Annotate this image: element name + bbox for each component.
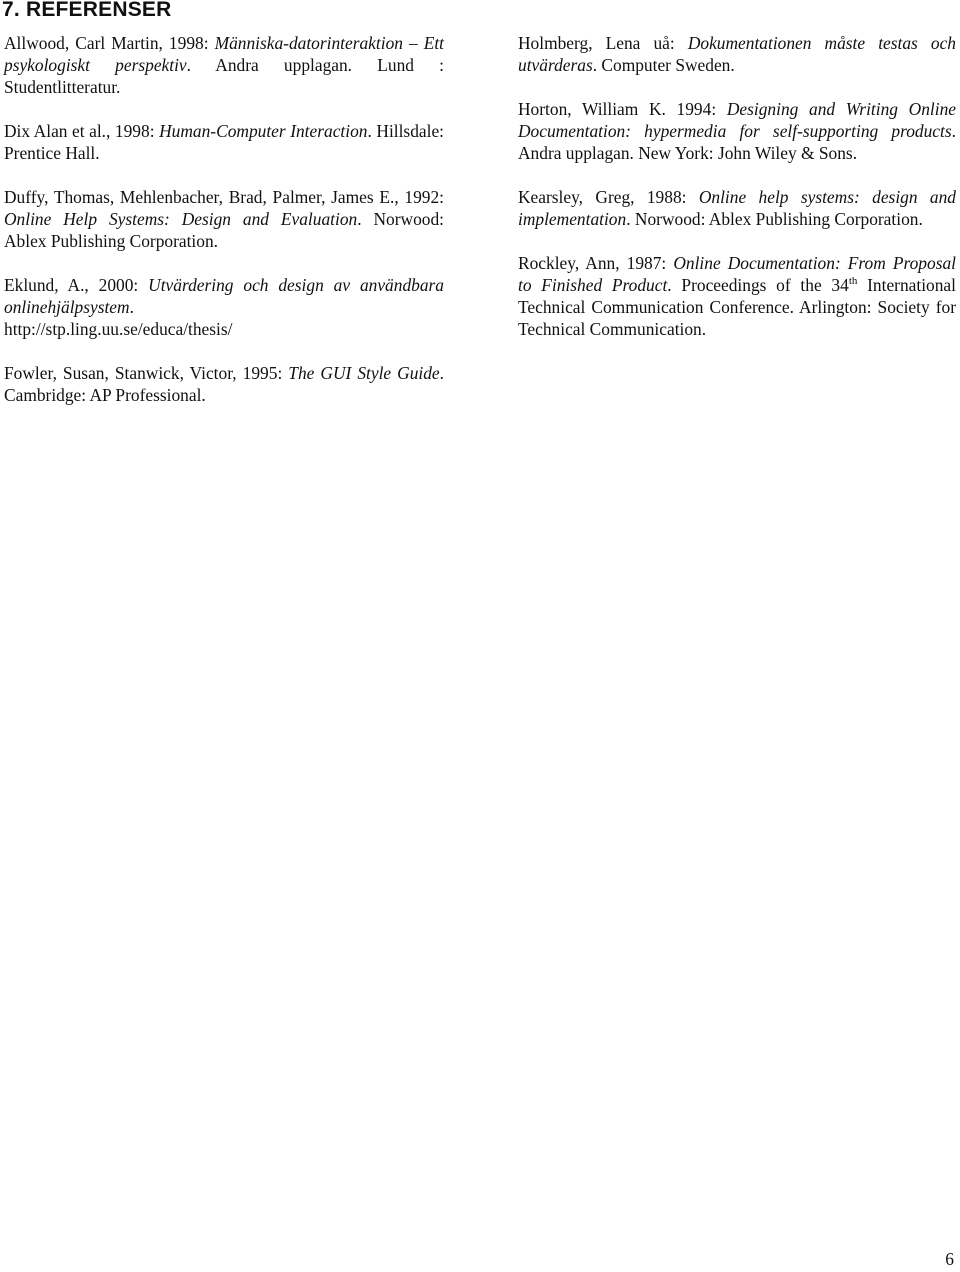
reference-publisher: . Computer Sweden. bbox=[592, 55, 735, 75]
reference-authors: Allwood, Carl Martin, 1998: bbox=[4, 33, 215, 53]
reference-holmberg bbox=[518, 32, 956, 76]
reference-url[interactable]: http://stp.ling.uu.se/educa/thesis/ bbox=[4, 319, 233, 339]
reference-publisher: . Hillsdale: Prentice Hall. bbox=[4, 121, 444, 163]
reference-rockley bbox=[518, 252, 956, 340]
reference-publisher: . Andra upplagan. Lund : Studentlitteratur. bbox=[4, 55, 445, 97]
reference-authors: Fowler, Susan, Stanwick, Victor, 1995: bbox=[4, 363, 289, 383]
reference-publisher: . Norwood: Ablex Publishing Corporation. bbox=[626, 209, 923, 229]
reference-authors: Rockley, Ann, 1987: bbox=[518, 253, 674, 273]
reference-publisher: . Norwood: Ablex Publishing Corporation. bbox=[4, 209, 444, 251]
reference-authors: Eklund, A., 2000: bbox=[4, 275, 149, 295]
reference-title: Utvärdering och design av användbara onlinehjälpsystem bbox=[4, 275, 444, 317]
reference-authors: Kearsley, Greg, 1988: bbox=[518, 187, 699, 207]
page-number: 6 bbox=[945, 1249, 954, 1269]
reference-title: Designing and Writing Online Documentation: hypermedia for self-supporting products bbox=[518, 99, 956, 141]
reference-title: Online Help Systems: Design and Evaluation bbox=[4, 209, 358, 229]
reference-proceedings: . Proceedings of the 34 bbox=[667, 275, 849, 295]
reference-fowler bbox=[4, 362, 444, 406]
reference-authors: Horton, William K. 1994: bbox=[518, 99, 727, 119]
section-heading: 7. REFERENSER bbox=[2, 0, 172, 21]
reference-publisher: International Technical Communication Conference. Arlington: Society for Technical Communication. bbox=[518, 275, 956, 339]
reference-eklund bbox=[4, 274, 444, 340]
reference-horton bbox=[518, 98, 956, 164]
reference-allwood bbox=[4, 32, 444, 98]
reference-publisher: . Cambridge: AP Professional. bbox=[4, 363, 444, 405]
reference-title: Människa-datorinteraktion – Ett psykologiskt perspektiv bbox=[4, 33, 444, 75]
reference-title: Dokumentationen måste testas och utvärderas bbox=[518, 33, 956, 75]
reference-kearsley bbox=[518, 186, 956, 230]
reference-title: Online Documentation: From Proposal to Finished Product bbox=[518, 253, 956, 295]
reference-publisher: . Andra upplagan. New York: John Wiley & Sons. bbox=[518, 121, 956, 163]
reference-title: Online help systems: design and implementation bbox=[518, 187, 956, 229]
reference-dix bbox=[4, 120, 444, 164]
reference-title: Human-Computer Interaction bbox=[159, 121, 368, 141]
reference-authors: Holmberg, Lena uå: bbox=[518, 33, 688, 53]
reference-authors: Duffy, Thomas, Mehlenbacher, Brad, Palmer, James E., 1992: bbox=[4, 187, 444, 207]
references-right-column bbox=[518, 32, 956, 362]
reference-duffy bbox=[4, 186, 444, 252]
ordinal-superscript: th bbox=[848, 275, 858, 288]
reference-authors: Dix Alan et al., 1998: bbox=[4, 121, 160, 141]
references-left-column bbox=[4, 32, 444, 428]
reference-title: The GUI Style Guide bbox=[288, 363, 440, 383]
reference-punctuation: . bbox=[129, 297, 134, 317]
